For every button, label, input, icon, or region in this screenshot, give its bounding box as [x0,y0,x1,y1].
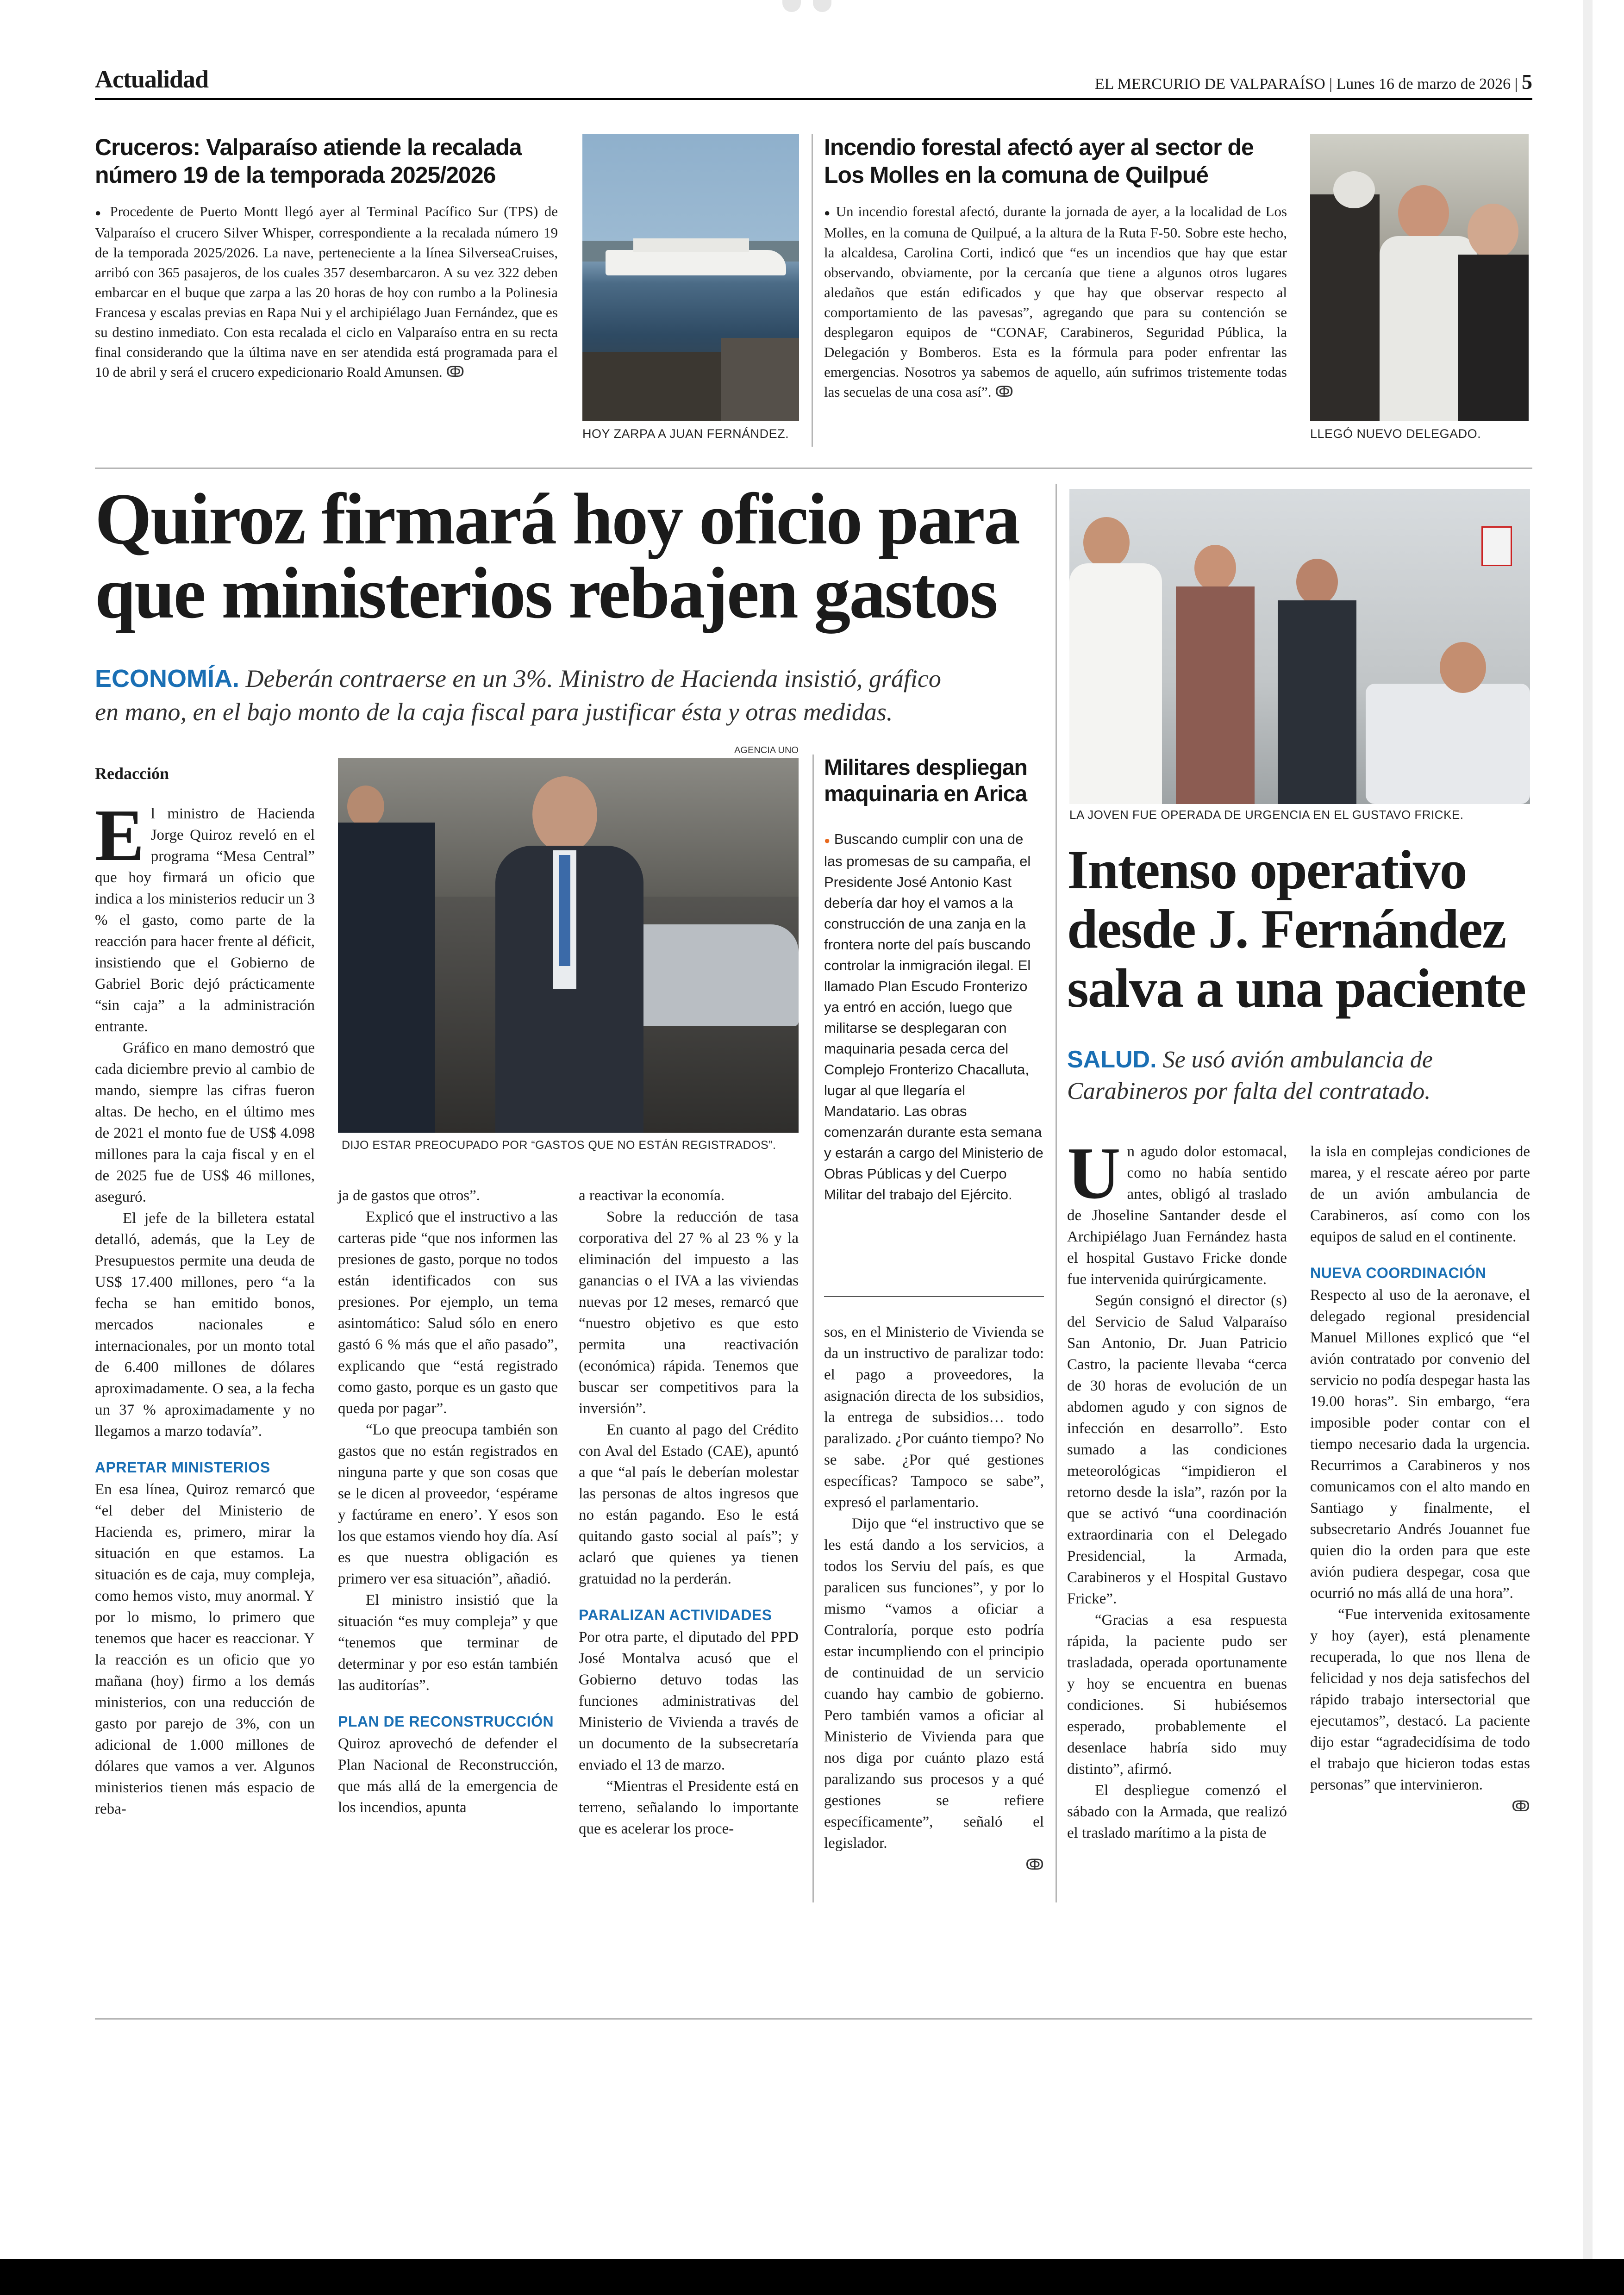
firefighter-silhouette [1310,194,1380,421]
section-divider [95,468,1532,469]
main-column-1: El ministro de Hacienda Jorge Quiroz reveló en el programa “Mesa Central” que hoy firmará un oficio que indica a los ministerios reducir un 3 % el gasto, como parte de la reacción para hacer frente al déficit, insistiendo que el Gobierno de Gabriel Boric dejó prácticamente “sin caja” a la administración entrante. Gráfico en mano demostró que cada diciembre previo al cambio de mando, siempre las cifras fueron altas. De hecho, en el último mes de 2021 el monto fue de US$ 4.098 millones para la caja fiscal y en el de 2025 fue de US$ 46 millones, aseguró. El jefe de la billetera estatal detalló, además, que la Ley de Presupuestos permite una deuda de US$ 17.400 millones, pero “a la fecha se han emitido bonos, mercados nacionales e internacionales, por un monto total de 6.400 millones de dólares aproximadamente. O sea, a la fecha un 37 % aproximadamente y no llegamos a marzo todavía”. APRETAR MINISTERIOS En esa línea, Quiroz remarcó que “el deber del Ministerio de Hacienda es, primero, mirar la situación en que estamos. La situación es de caja, muy compleja, como hemos visto, muy anormal. Y por lo mismo, lo primero que tenemos que hacer es reaccionar. Y la reacción es un oficio que yo mañana (hoy) firmo a los demás ministerios, con una reducción de gasto por parejo de 3%, con un adicional de 1.000 millones de dólares que vamos a ver. Algunos ministerios tienen más espacio de reba- [95,794,315,1817]
operativo-kicker: SALUD. [1067,1046,1157,1073]
operativo-column-2: la isla en complejas condiciones de marea, y el rescate aéreo por parte de un avión ambulancia de Carabineros, así como con los equipos de salud en el continente. NUEVA COORDINACIÓN Respecto al uso de la aeronave, el delegado regional presidencial Manuel Millones explicó que “el avión contratado por convenio del servicio no podía despegar hasta las 19.00 horas”. Sin embargo, “era imposible poder contar con el tiempo necesario dada la urgencia. Recurrimos a Carabineros y nos comunicamos con el alto mando en Santiago y finalmente, el subsecretario Andrés Jouannet fue quien dio la orden para que este avión pudiera despegar, cosa que ocurrió no más allá de una hora”. “Fue intervenida exitosamente y hoy (ayer), está plenamente recuperada, lo que nos llena de felicidad y nos deja satisfechos del rápido trabajo intersectorial que ejecutamos”, destacó. La paciente dijo estar “agradecidísima de todo el trabajo que hicieron todas estas personas” que intervinieron. ↂ [1310,1141,1530,1817]
man-shirt [1069,563,1162,804]
main-deck: ECONOMÍA. Deberán contraerse en un 3%. Ministro de Hacienda insistió, gráfico en mano, en el bajo monto de la caja fiscal para justificar ésta y otras medidas. [95,665,941,726]
brief-incendio-title: Incendio forestal afectó ayer al sector de Los Molles en la comuna de Quilpué [824,134,1254,188]
end-mark-icon: ↂ [1025,1856,1044,1873]
column-rule [812,134,813,447]
subheading: APRETAR MINISTERIOS [95,1459,270,1476]
aide-face [347,786,384,827]
woman-blouse [1176,586,1255,804]
subheading: PLAN DE RECONSTRUCCIÓN [338,1713,554,1730]
patient-face [1440,642,1486,693]
incendio-photo-caption: LLEGÓ NUEVO DELEGADO. [1310,427,1481,441]
photo-credit: AGENCIA UNO [734,745,799,755]
end-mark-icon: ↂ [1512,1797,1530,1815]
column-rule [812,755,814,1902]
main-column-2: ja de gastos que otros”. Explicó que el instructivo a las carteras pide “que nos informen las presiones de gasto, porque no todos están identificados con sus presiones. Por ejemplo, un tema asintomático: Salud sólo en enero gastó 6 % más que el año pasado”, explicando que “está registrado como gasto, porque es un gasto que queda por pagar”. “Lo que preocupa también son gastos que no están registrados en ninguna parte y que son cosas que se le dicen al proveedor, ‘espérame y factúrame en enero’. Y esos son los que estamos viendo hoy día. Así es que nuestra obligación es primero ver esa situación”, añadió. El ministro insistió que la situación “es muy compleja” y que “tenemos que terminar de determinar y por eso están también las auditorías”. PLAN DE RECONSTRUCCIÓN Quiroz aprovechó de defender el Plan Nacional de Reconstrucción, que más allá de la emergencia de los incendios, apunta [338,1187,558,1816]
bottom-rule [95,2018,1532,2020]
firefighter-helmet [1333,171,1375,208]
new-delegate-photo [1310,134,1529,421]
militares-text: ● Buscando cumplir con una de las promesas de su campaña, el Presidente José Antonio Kast debería dar hoy el vamos a la construcción de una zanja en la frontera norte del país buscando controlar la inmigración ilegal. El llamado Plan Escudo Fronterizo ya entró en acción, luego que militarse se desplegaran con maquinaria pesada cerca del Complejo Fronterizo Chacalluta, lugar al que llegaría el Mandatario. Las obras comenzarán durante esta semana y estarán a cargo del Ministerio de Obras Públicas y del Cuerpo Militar del trabajo del Ejército. [824,831,1043,1203]
minister-tie [559,855,570,966]
main-photo-caption: DIJO ESTAR PREOCUPADO POR “GASTOS QUE NO ESTÁN REGISTRADOS”. [342,1139,776,1152]
byline: Redacción [95,764,169,783]
newspaper-name: EL MERCURIO DE VALPARAÍSO [1094,75,1325,93]
main-column-4: sos, en el Ministerio de Vivienda se da un instructivo de paralizar todo: el pago a proveedores, la asignación directa de los subsidios, la entrega de subsidios… todo paralizado. ¿Por cuánto tiempo? No se sabe. ¿Por qué gestiones específicas? Tampoco se sabe”, expresó el parlamentario. Dijo que “el instructivo que se les está dando a los servicios, a todos los Serviu del país, es que paralicen sus funciones”, y por lo mismo “vamos a oficiar a Contraloría, porque esto podría estar incumpliendo con el principio de continuidad de un servicio cuando hay cambio de gobierno. Pero también vamos a oficiar al Ministerio de Vivienda para que nos diga por cuánto plazo está paralizando sus procesos y a qué gestiones se refiere específicamente”, señaló el legislador. ↂ [824,1322,1044,1875]
buildings [721,338,799,421]
operativo-deck: SALUD. Se usó avión ambulancia de Carabineros por falta del contratado. [1067,1046,1433,1104]
brief-cruceros-title: Cruceros: Valparaíso atiende la recalada número 19 de la temporada 2025/2026 [95,134,522,188]
woman-face [1468,204,1518,259]
hospital-photo-caption: LA JOVEN FUE OPERADA DE URGENCIA EN EL GUSTAVO FRICKE. [1069,808,1464,822]
page-number: 5 [1522,70,1532,94]
cruceros-photo-caption: HOY ZARPA A JUAN FERNÁNDEZ. [582,427,789,441]
aide-suit [338,823,435,1133]
ship-deck [633,238,749,252]
section-title: Actualidad [95,65,209,93]
operativo-headline: Intenso operativo desde J. Fernández salva a una paciente [1067,839,1526,1019]
brief-cruceros-text: ● Procedente de Puerto Montt llegó ayer al Terminal Pacífico Sur (TPS) de Valparaíso el crucero Silver Whisper, correspondiente a la recalada número 19 de la temporada 2025/2026. La nave, perteneciente a la línea SilverseaCruises, arribó con 365 pasajeros, de los cuales 357 desembarcaron. A su vez 322 deben embarcar en el buque que zarpa a las 20 horas de hoy con rumbo a la Polinesia Francesa y escalas previas en Rapa Nui y el archipiélago Juan Fernández, que es su destino inmediato. Con esta recalada el ciclo en Valparaíso entra en su recta final considerando que la última nave en ser atendida está programada para el 10 de abril y será el crucero expedicionario Roald Amunsen. ↂ [95,203,558,380]
hospital-bed [1366,684,1530,804]
subheading: NUEVA COORDINACIÓN [1310,1265,1487,1281]
bullet-icon: ● [824,207,831,218]
bullet-icon: ● [95,207,104,218]
operativo-column-1: Un agudo dolor estomacal, como no había sentido antes, obligó al traslado de Jhoseline Santander desde el Archipiélago Juan Fernández hasta el hospital Gustavo Fricke donde fue intervenida quirúrgicamente. Según consignó el director (s) del Servicio de Salud Valparaíso San Antonio, Dr. Juan Patricio Castro, la paciente llevaba “cerca de 30 horas de evolución de un abdomen agudo y con signos de infección en desarrollo”. Esto sumado a las condiciones meteorológicas “impidieron el retorno desde la isla”, razón por la que se activó “una coordinación extraordinaria con el Delegado Presidencial, la Armada, Carabineros y el Hospital Gustavo Fricke”. “Gracias a esa respuesta rápida, la paciente pudo ser trasladada, operada oportunamente y hoy se encuentra en buenas condiciones. Si hubiésemos esperado, probablemente el desenlace habría sido muy distinto”, afirmó. El despliegue comenzó el sábado con la Armada, que realizó el traslado marítimo a la pista de [1067,1132,1287,1841]
page-indicator [782,0,831,12]
main-column-3: a reactivar la economía. Sobre la reducción de tasa corporativa del 27 % al 23 % y la eliminación del impuesto a las ganancias o el IVA a las viviendas nuevas por 12 meses, remarcó que “nuestro objetivo es que esto permita una reactivación (económica) rápida. Tenemos que buscar ser competitivos para la inversión”. En cuanto al pago del Crédito con Aval del Estado (CAE), apuntó a que “al país le deberían molestar las personas de altos ingresos que no están pagando. Eso le está quitando gasto social al país”; y aclaró que quienes ya tienen gratuidad no la perderán. PARALIZAN ACTIVIDADES Por otra parte, el diputado del PPD José Montalva acusó que el Gobierno detuvo todas las funciones administrativas del Ministerio de Vivienda a través de un documento de la subsecretaría enviado el 13 de marzo. “Mientras el Presidente está en terreno, señalando lo importante que es acelerar los proce- [579,1187,799,1837]
delegate-face [1398,185,1449,241]
woman-jacket [1458,255,1529,421]
minister-face [532,776,597,853]
militares-title: Militares despliegan maquinaria en Arica [824,755,1027,806]
header-rule [95,98,1532,100]
page-edge [1583,0,1593,2259]
main-kicker: ECONOMÍA. [95,665,240,692]
doctor-face [1296,559,1338,605]
sidebar-divider [824,1296,1044,1297]
brief-incendio-text: ● Un incendio forestal afectó, durante la jornada de ayer, a la localidad de Los Molles, en la comuna de Quilpué, a la altura de la Ruta F-50. Sobre este hecho, la alcaldesa, Carolina Corti, indicó que “es un incendios que hay que estar observando, obviamente, por la cercanía que tiene a algunos otros lugares aledaños que están edificados y que hay que observar respecto al comportamiento de las pavesas”, agregando que para su contención se desplegaron equipos de “CONAF, Carabineros, Seguridad Pública, la Delegación y Bomberos. Esta es la fórmula para poder enfrentar las emergencias. Nosotros ya sabemos de aquello, aún sufrimos tristemente todas las secuelas de una cosa así”. ↂ [824,203,1287,400]
cruise-ship-photo [582,134,799,421]
drop-cap: U [1067,1132,1121,1214]
hospital-photo [1069,489,1530,804]
bottom-bar [0,2259,1624,2295]
minister-photo [338,758,799,1133]
page-header-info: EL MERCURIO DE VALPARAÍSO | Lunes 16 de marzo de 2026 | 5 [1094,70,1532,94]
wall-sign [1481,526,1512,566]
end-mark-icon: ↂ [446,363,465,380]
issue-date: Lunes 16 de marzo de 2026 [1336,75,1511,93]
woman-face [1194,545,1236,591]
drop-cap: E [95,794,144,876]
ship-hull [606,250,786,275]
main-headline: Quiroz firmará hoy oficio para que ministerios rebajen gastos [95,479,1019,634]
doctor-jacket [1278,600,1356,804]
bullet-icon: ● [824,835,831,846]
man-face [1083,517,1130,568]
end-mark-icon: ↂ [995,383,1014,400]
column-rule [1056,484,1057,1902]
subheading: PARALIZAN ACTIVIDADES [579,1607,772,1623]
